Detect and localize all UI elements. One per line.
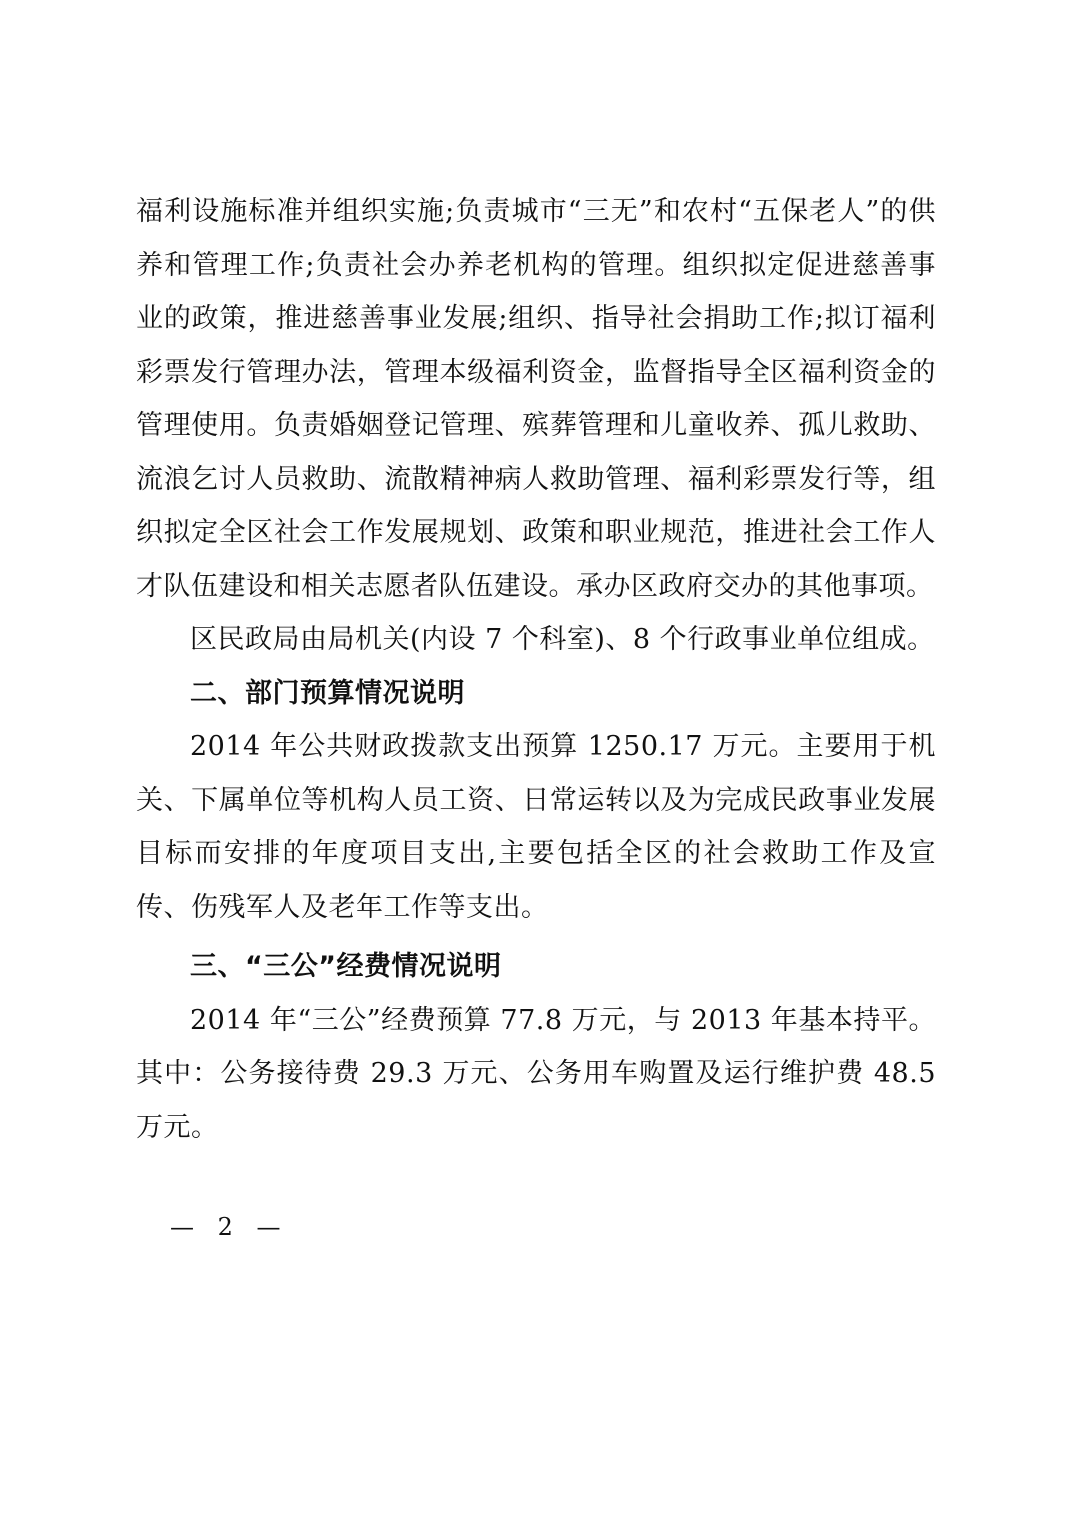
section-heading-budget: 二、部门预算情况说明 [190,677,465,709]
paragraph-three-public: 2014 年“三公”经费预算 77.8 万元，与 2013 年基本持平。其中：公务接待费 29.3 万元、公务用车购置及运行维护费 48.5 万元。 [136,1004,936,1143]
page-number: — 2 — [170,1213,289,1241]
paragraph-duties: 福利设施标准并组织实施;负责城市“三无”和农村“五保老人”的供养和管理工作;负责社会办养老机构的管理。组织拟定促进慈善事业的政策，推进慈善事业发展;组织、指导社会捐助工作;拟订福利彩票发行管理办法，管理本级福利资金，监督指导全区福利资金的管理使用。负责婚姻登记管理、殡葬管理和儿童收养、孤儿救助、流浪乞讨人员救助、流散精神病人救助管理、福利彩票发行等，组织拟定全区社会工作发展规划、政策和职业规范，推进社会工作人才队伍建设和相关志愿者队伍建设。承办区政府交办的其他事项。 [136,196,936,602]
body-text [136,185,936,1154]
paragraph-composition: 区民政局由局机关(内设 7 个科室)、8 个行政事业单位组成。 [190,624,935,655]
paragraph-budget: 2014 年公共财政拨款支出预算 1250.17 万元。主要用于机关、下属单位等机构人员工资、日常运转以及为完成民政事业发展目标而安排的年度项目支出,主要包括全区的社会救助工作及宣传、伤残军人及老年工作等支出。 [136,731,936,923]
section-heading-three-public: 三、“三公”经费情况说明 [190,951,502,982]
